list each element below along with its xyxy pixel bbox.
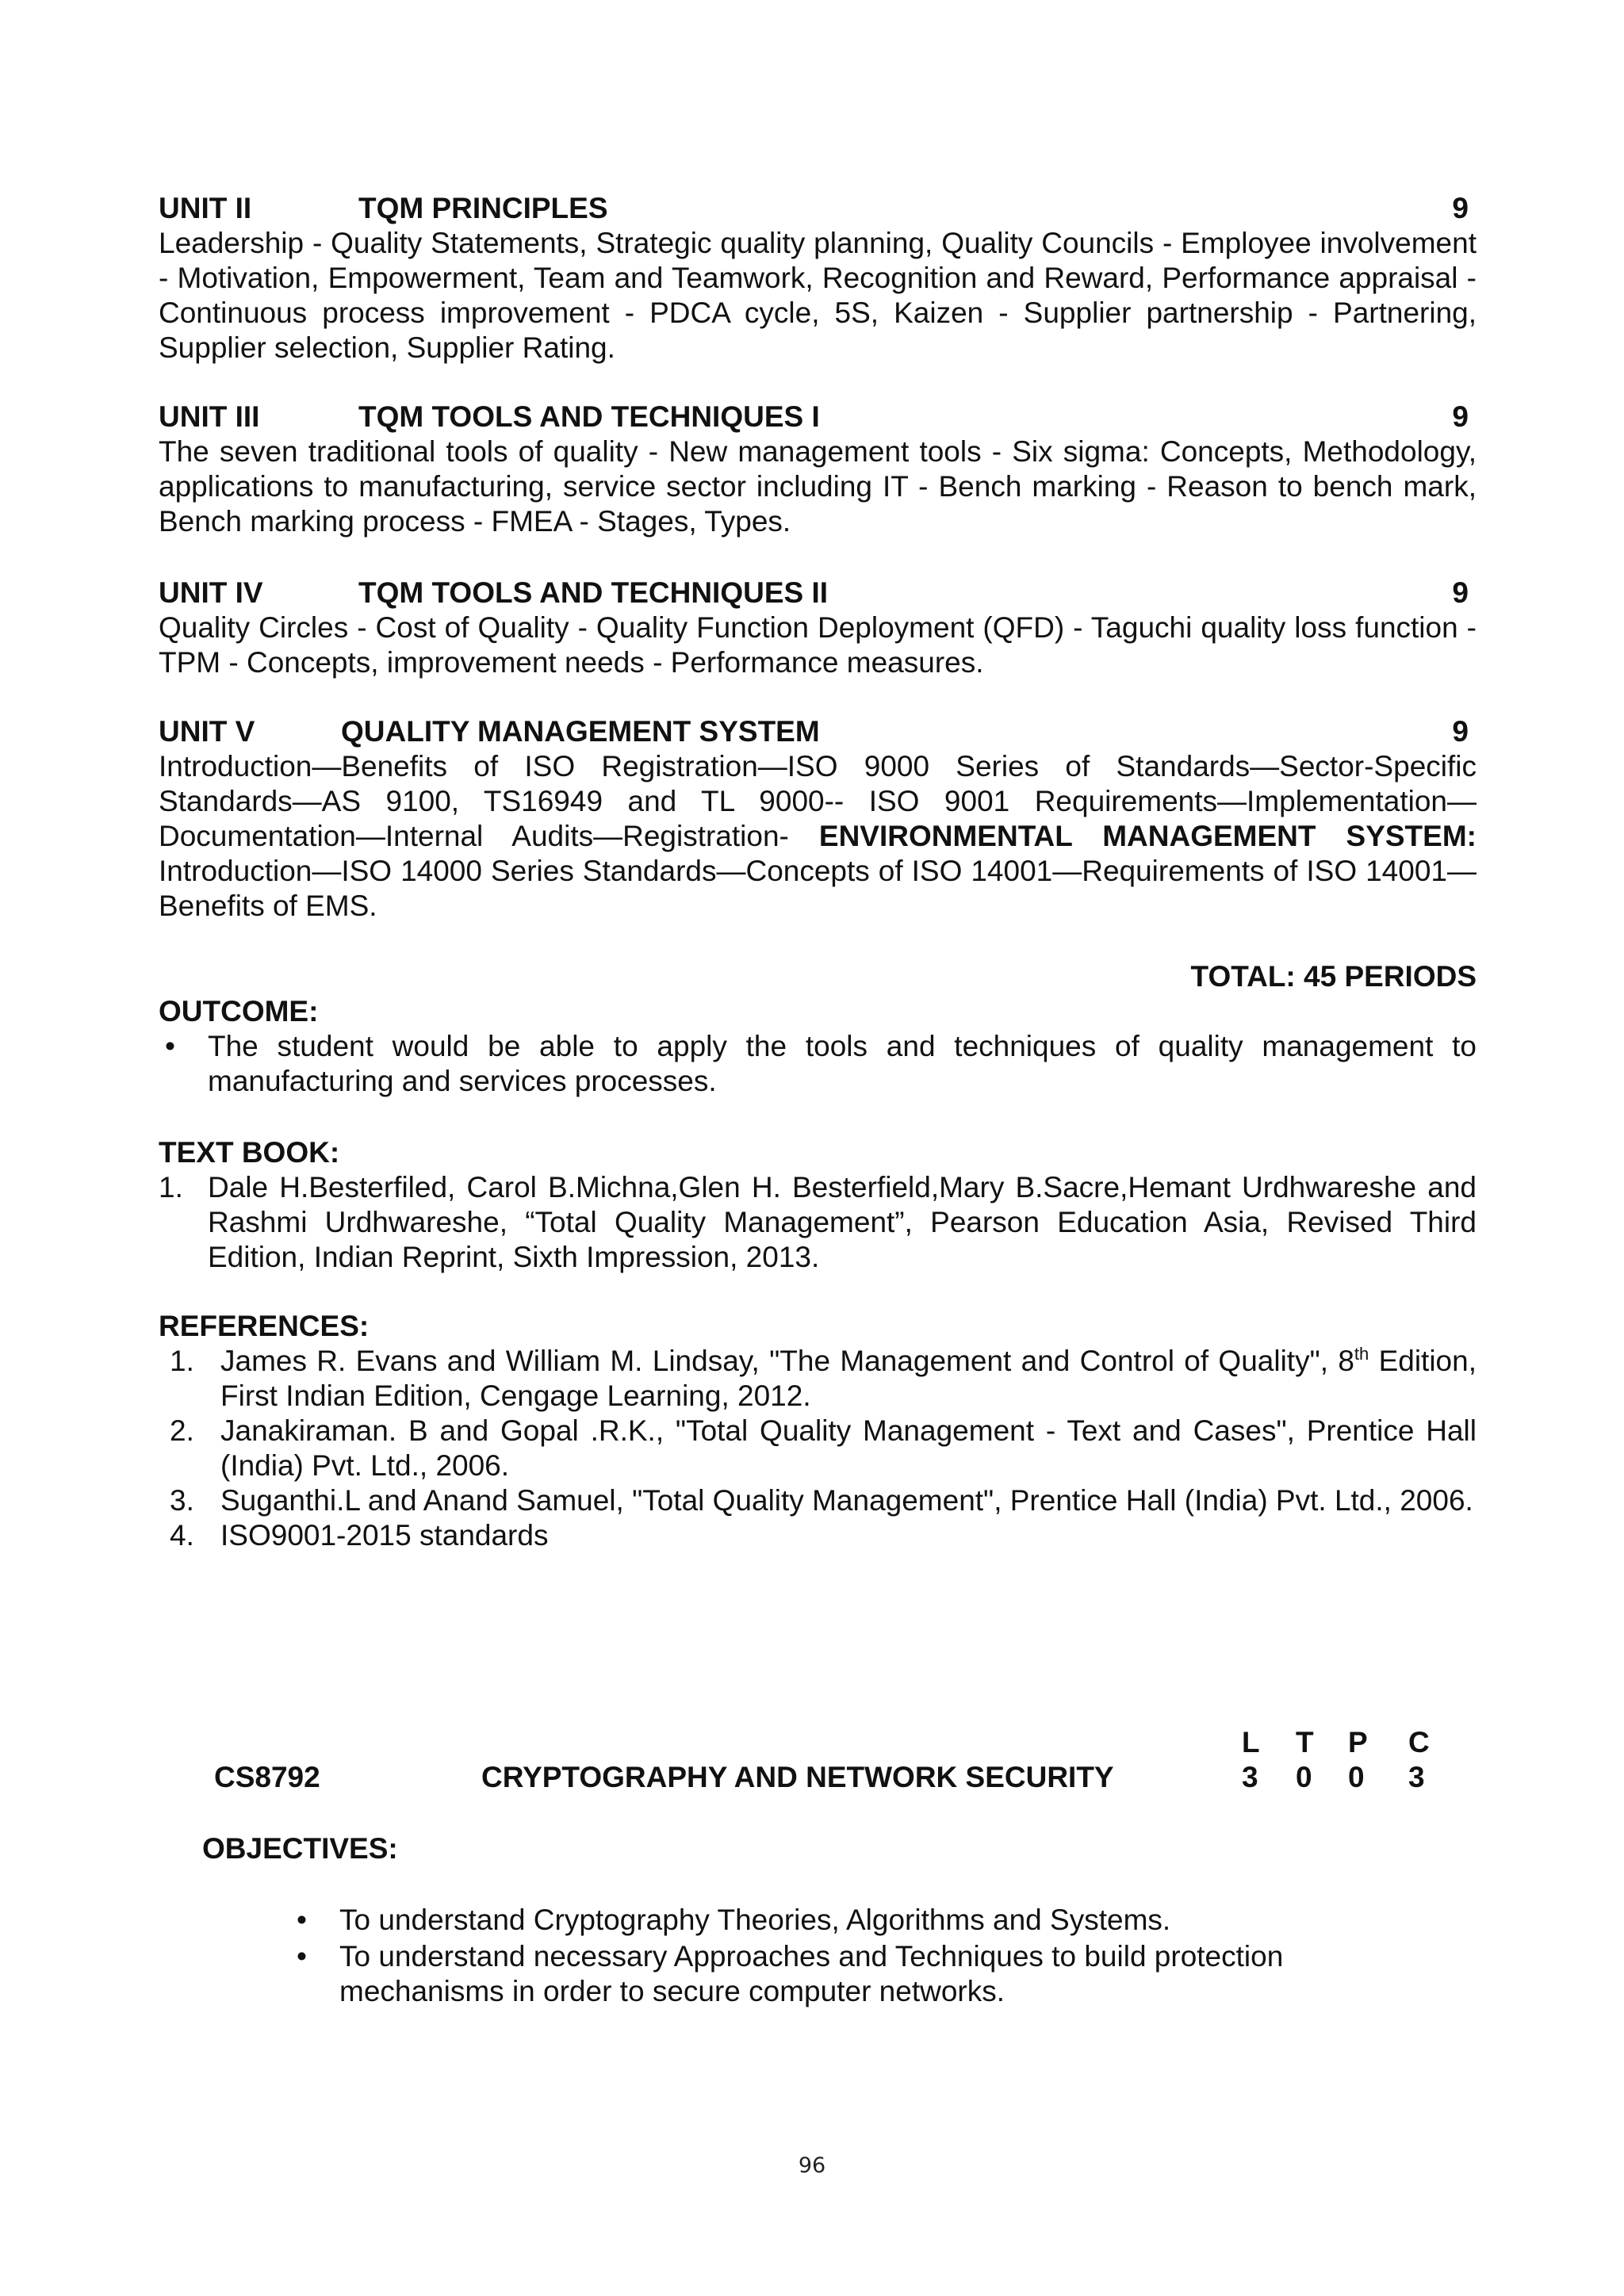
list-item-text: James R. Evans and William M. Lindsay, "The Management and Control of Quality", 8	[220, 1345, 1354, 1377]
textbook-heading: TEXT BOOK:	[159, 1136, 340, 1169]
total-periods: TOTAL: 45 PERIODS	[1190, 960, 1477, 993]
unit-hours: 9	[1452, 576, 1469, 609]
list-item	[159, 1344, 1477, 1414]
ltpc-label: T	[1296, 1726, 1314, 1758]
bullet-icon: •	[165, 1030, 175, 1062]
unit-title: TQM TOOLS AND TECHNIQUES II	[358, 576, 829, 609]
total-periods-row	[159, 959, 1477, 994]
list-item-number: 1.	[159, 1171, 183, 1203]
unit-header	[159, 576, 1477, 610]
ltpc-values	[1242, 1760, 1432, 1795]
superscript-text: th	[1354, 1344, 1369, 1364]
unit-body	[159, 749, 1477, 924]
unit-body: The seven traditional tools of quality - New management tools - Six sigma: Concepts, Methodology, applications to manufacturing, service sector including IT - Bench marking - Reason to bench mark, Bench marking process - FMEA - Stages, Types.	[159, 435, 1477, 538]
list-item	[159, 1483, 1477, 1518]
course-code: CS8792	[214, 1761, 320, 1793]
list-item	[290, 1903, 1321, 1938]
unit-title: QUALITY MANAGEMENT SYSTEM	[341, 715, 820, 748]
unit-hours: 9	[1452, 400, 1469, 433]
unit-number: UNIT II	[159, 192, 252, 224]
list-item-number: 1.	[170, 1345, 194, 1377]
list-item-text: To understand necessary Approaches and Techniques to build protection mechanisms in order to secure computer networks.	[339, 1940, 1284, 2007]
outcome-heading: OUTCOME:	[159, 995, 319, 1027]
unit-body-text: Introduction—ISO 14000 Series Standards—Concepts of ISO 14001—Requirements of ISO 14001—Benefits of EMS.	[159, 855, 1477, 922]
list-item-number: 3.	[170, 1484, 194, 1517]
unit-title: TQM TOOLS AND TECHNIQUES I	[358, 400, 820, 433]
list-item	[290, 1939, 1321, 2009]
textbook-section	[159, 1135, 1477, 1275]
unit-header	[159, 400, 1477, 434]
bullet-icon: •	[297, 1940, 307, 1973]
list-item-number: 2.	[170, 1414, 194, 1447]
page-number: 96	[798, 2153, 826, 2178]
unit-section	[159, 576, 1477, 680]
ltpc-value: 0	[1296, 1761, 1312, 1793]
ltpc-value: 3	[1408, 1761, 1425, 1793]
unit-header	[159, 714, 1477, 749]
list-item-text: Dale H.Besterfiled, Carol B.Michna,Glen H. Besterfield,Mary B.Sacre,Hemant Urdhwareshe and Rashmi Urdhwareshe, “Total Quality Management”, Pearson Education Asia, Revised Third Edition, Indian Reprint, Sixth Impression, 2013.	[208, 1171, 1477, 1273]
list-item	[159, 1029, 1477, 1099]
list-item	[159, 1414, 1477, 1483]
outcome-section	[159, 994, 1477, 1099]
unit-number: UNIT III	[159, 400, 260, 433]
unit-body-text: Introduction—Benefits of ISO Registration—ISO 9000 Series of Standards—Sector-Specific Standards—AS 9100, TS16949 and TL 9000-- ISO 9001 Requirements—Implementation—Documentation—Internal Audits—Registration-	[159, 750, 1477, 852]
bullet-icon: •	[297, 1904, 307, 1936]
unit-section	[159, 400, 1477, 539]
objectives-heading: OBJECTIVES:	[202, 1832, 398, 1865]
ltpc-value: 0	[1348, 1761, 1365, 1793]
references-section	[159, 1309, 1477, 1553]
list-item-number: 4.	[170, 1519, 194, 1552]
list-item-text: The student would be able to apply the tools and techniques of quality management to manufacturing and services processes.	[208, 1030, 1477, 1097]
ltpc-value: 3	[1242, 1761, 1258, 1793]
unit-number: UNIT V	[159, 715, 255, 748]
course-title: CRYPTOGRAPHY AND NETWORK SECURITY	[481, 1761, 1114, 1793]
list-item	[159, 1518, 1477, 1553]
unit-body: Leadership - Quality Statements, Strategic quality planning, Quality Councils - Employee involvement - Motivation, Empowerment, Team and Teamwork, Recognition and Reward, Performance appraisal - Continuous process improvement - PDCA cycle, 5S, Kaizen - Supplier partnership - Partnering, Supplier selection, Supplier Rating.	[159, 227, 1477, 364]
ltpc-label: C	[1408, 1726, 1430, 1758]
list-item-text: Edition, First Indian Edition, Cengage Learning, 2012.	[220, 1345, 1477, 1412]
unit-hours: 9	[1452, 715, 1469, 748]
unit-title: TQM PRINCIPLES	[358, 192, 608, 224]
list-item-text: To understand Cryptography Theories, Algorithms and Systems.	[339, 1904, 1171, 1936]
references-heading: REFERENCES:	[159, 1310, 370, 1342]
unit-hours: 9	[1452, 192, 1469, 224]
list-item-text: ISO9001-2015 standards	[220, 1519, 549, 1552]
unit-number: UNIT IV	[159, 576, 263, 609]
unit-body-bold-text: ENVIRONMENTAL MANAGEMENT SYSTEM:	[818, 820, 1477, 852]
list-item	[159, 1170, 1477, 1275]
ltpc-label: L	[1242, 1726, 1260, 1758]
ltpc-label: P	[1348, 1726, 1368, 1758]
list-item-text: Janakiraman. B and Gopal .R.K., "Total Quality Management - Text and Cases", Prentice Hall (India) Pvt. Ltd., 2006.	[220, 1414, 1477, 1482]
list-item-text: Suganthi.L and Anand Samuel, "Total Quality Management", Prentice Hall (India) Pvt. Ltd., 2006.	[220, 1484, 1473, 1517]
unit-section	[159, 191, 1477, 365]
ltpc-labels	[1242, 1725, 1432, 1760]
unit-header	[159, 191, 1477, 226]
objectives-list	[290, 1903, 1321, 2009]
unit-section	[159, 714, 1477, 924]
unit-body: Quality Circles - Cost of Quality - Quality Function Deployment (QFD) - Taguchi quality loss function - TPM - Concepts, improvement needs - Performance measures.	[159, 611, 1477, 679]
